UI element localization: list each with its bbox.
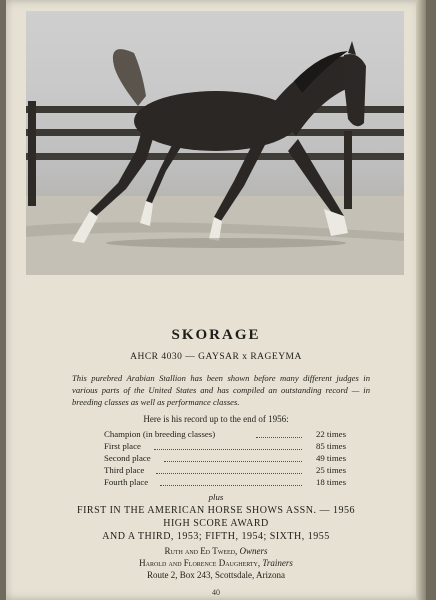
record-value: 18 times <box>315 477 346 487</box>
record-value: 49 times <box>315 453 346 463</box>
award-line: FIRST IN THE AMERICAN HORSE SHOWS ASSN. — 1956 <box>77 505 355 516</box>
leader-dots <box>256 437 302 438</box>
record-label: Fourth place <box>104 477 149 487</box>
page-number: 40 <box>212 588 220 597</box>
owners-names: Ruth and Ed Tweed, <box>164 546 238 556</box>
record-label: Champion (in breeding classes) <box>104 429 216 439</box>
record-row <box>104 429 346 441</box>
trainers-role: Trainers <box>262 558 293 568</box>
record-label: Second place <box>104 453 151 463</box>
plus-word: plus <box>208 492 224 502</box>
record-row <box>104 477 346 489</box>
record-intro: Here is his record up to the end of 1956: <box>143 414 289 424</box>
trainers-names: Harold and Florence Daugherty, <box>139 558 261 568</box>
leader-dots <box>156 473 302 474</box>
record-value: 25 times <box>315 465 346 475</box>
leader-dots <box>160 485 302 486</box>
award-line: AND A THIRD, 1953; FIFTH, 1954; SIXTH, 1955 <box>102 531 330 542</box>
record-label: Third place <box>104 465 145 475</box>
record-value: 22 times <box>315 429 346 439</box>
horse-name-title: SKORAGE <box>171 327 261 343</box>
record-row <box>104 453 346 465</box>
registration-line: AHCR 4030 — GAYSAR x RAGEYMA <box>130 352 302 362</box>
leader-dots <box>164 461 302 462</box>
description-paragraph: This purebred Arabian Stallion has been shown before many different judges in various parts of the United States and has compiled an outstanding record — in breeding classes as well as performance classes. <box>72 373 370 407</box>
owners-role: Owners <box>239 546 268 556</box>
record-row <box>104 465 346 477</box>
trainers-line <box>6 558 426 568</box>
record-row <box>104 441 346 453</box>
award-line: HIGH SCORE AWARD <box>163 518 269 529</box>
leader-dots <box>154 449 302 450</box>
horse-photo <box>26 11 404 275</box>
horse-photo-illustration <box>26 11 404 275</box>
address-line: Route 2, Box 243, Scottsdale, Arizona <box>147 570 285 580</box>
book-page <box>6 0 426 600</box>
record-label: First place <box>104 441 141 451</box>
owners-line <box>6 546 426 556</box>
record-value: 85 times <box>315 441 346 451</box>
